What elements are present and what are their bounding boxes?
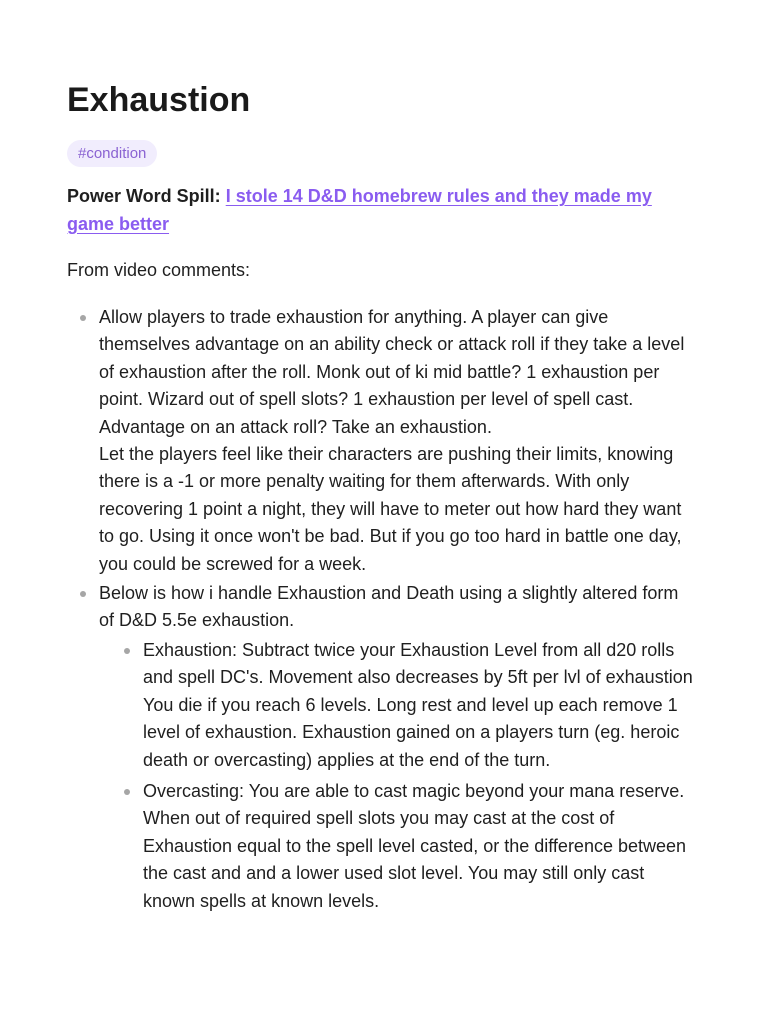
list-item-paragraph: Let the players feel like their characters are pushing their limits, knowing there is a -1 or more penalty waiting for them afterwards. With only recovering 1 point a night, they will have to meter out how hard they want to go. Using it once won't be bad. But if you go too hard in battle one day, you could be screwed for a week. xyxy=(99,444,682,574)
intro-text: From video comments: xyxy=(67,260,251,280)
list-item-paragraph: Allow players to trade exhaustion for anything. A player can give themselves advantage on an ability check or attack roll if they take a level of exhaustion after the roll. Monk out of ki mid battle? 1 exhaustion per point. Wizard out of spell slots? 1 exhaustion per level of spell cast. Advantage on an attack roll? Take an exhaustion. xyxy=(99,307,685,437)
list-item xyxy=(67,580,697,915)
sub-list-item xyxy=(99,637,697,774)
sub-list-item-text: Overcasting: You are able to cast magic beyond your mana reserve. When out of required spell slots you may cast at the cost of Exhaustion equal to the spell level casted, or the difference between the cast and and a lower used slot level. You may still only cast known spells at known levels. xyxy=(143,780,687,911)
list-item-text: Below is how i handle Exhaustion and Death using a slightly altered form of D&D 5.5e exhaustion. xyxy=(99,583,679,631)
sub-list xyxy=(99,637,697,915)
list-item xyxy=(67,304,697,578)
page-title: Exhaustion xyxy=(67,81,251,119)
sub-list-item xyxy=(99,778,697,915)
source-line xyxy=(67,183,697,238)
sub-list-item-text: Exhaustion: Subtract twice your Exhaustion Level from all d20 rolls and spell DC's. Movement also decreases by 5ft per lvl of exhaustion You die if you reach 6 levels. Long rest and level up each remove 1 level of exhaustion. Exhaustion gained on a players turn (eg. heroic death or overcasting) applies at the end of the turn. xyxy=(143,639,693,770)
comment-list xyxy=(67,304,697,919)
tag-condition[interactable]: #condition xyxy=(67,140,157,167)
source-label: Power Word Spill: xyxy=(67,186,221,206)
video-link[interactable]: I stole 14 D&D homebrew rules and they made my game better xyxy=(67,186,652,234)
